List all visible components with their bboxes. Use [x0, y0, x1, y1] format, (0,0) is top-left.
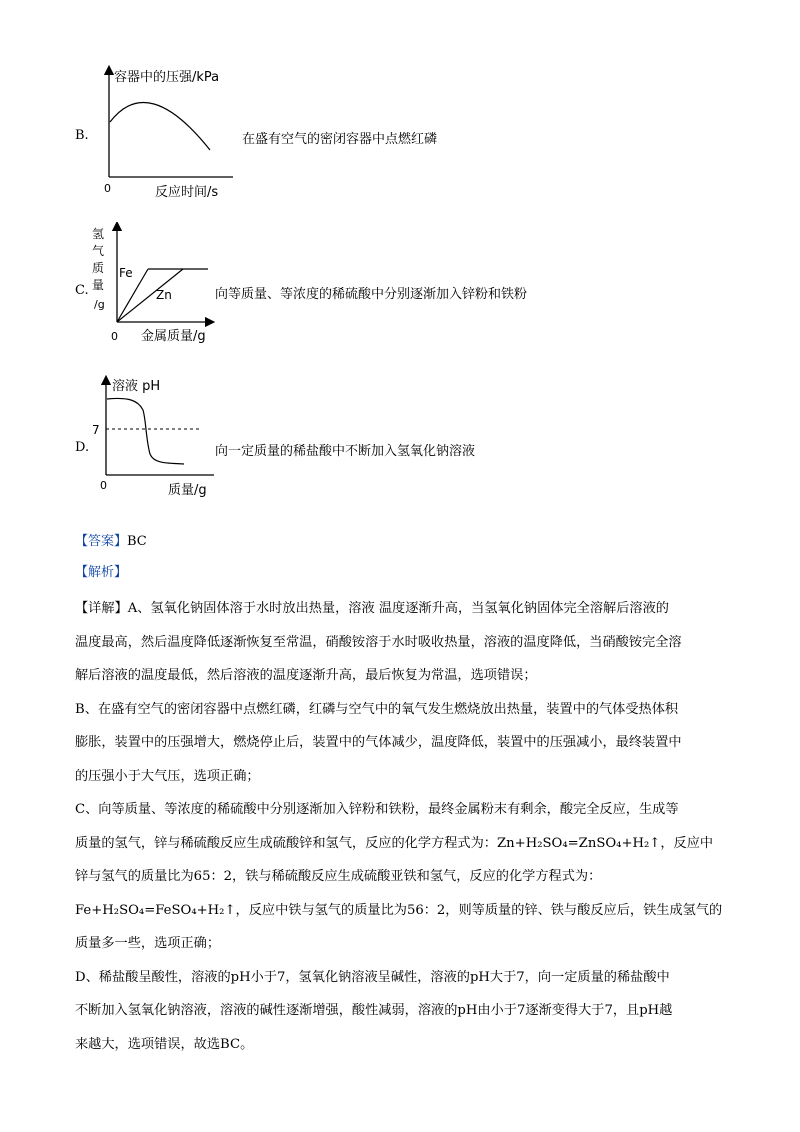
- answer-value: BC: [127, 534, 147, 549]
- option-b-graph: [98, 62, 248, 202]
- answer-label: 【答案】: [75, 534, 128, 549]
- x-axis-label: 质量/g: [168, 483, 207, 498]
- detail-line: Fe+H₂SO₄=FeSO₄+H₂↑，反应中铁与氢气的质量比为56：2，则等质量的锌、铁与酸反应后，铁生成氢气的: [75, 902, 723, 918]
- detail-line: 膨胀，装置中的压强增大，燃烧停止后，装置中的气体减少，温度降低，装置中的压强减小，最终装置中: [75, 735, 682, 750]
- option-c-letter: C.: [75, 283, 89, 298]
- ph-curve: [107, 398, 184, 464]
- detail-line: 不断加入氢氧化钠溶液，溶液的碱性逐渐增强，酸性减弱，溶液的pH由小于7逐渐变得大于7，且pH越: [75, 1003, 673, 1018]
- detail-line: 来越大，选项错误，故选BC。: [75, 1036, 254, 1052]
- origin-label: 0: [111, 330, 118, 343]
- y-axis-label-char: /g: [94, 298, 105, 311]
- origin-label: 0: [104, 182, 111, 195]
- y-axis-label-char: 量: [92, 278, 105, 292]
- answer-line: [75, 530, 147, 549]
- series-label-fe: Fe: [119, 266, 133, 280]
- detail-line: 质量的氢气，锌与稀硫酸反应生成硫酸锌和氢气，反应的化学方程式为：Zn+H₂SO₄=ZnSO₄+H₂↑，反应中: [75, 835, 714, 851]
- option-b-description: 在盛有空气的密闭容器中点燃红磷: [242, 132, 438, 147]
- option-c-graph: [88, 222, 218, 350]
- detail-line: 锌与氢气的质量比为65：2，铁与稀硫酸反应生成硫酸亚铁和氢气，反应的化学方程式为：: [75, 869, 602, 884]
- detail-line: 的压强小于大气压，选项正确；: [75, 768, 260, 784]
- y-axis-label-char: 气: [92, 244, 105, 258]
- ph7-tick-label: 7: [92, 423, 100, 437]
- origin-label: 0: [100, 479, 107, 492]
- detail-line: C、向等质量、等浓度的稀硫酸中分别逐渐加入锌粉和铁粉，最终金属粉末有剩余，酸完全反应，生成等: [75, 802, 679, 817]
- option-d-graph: [88, 372, 223, 504]
- x-axis-label: 反应时间/s: [155, 185, 219, 200]
- option-d-letter: D.: [75, 440, 90, 455]
- analysis-label: 【解析】: [75, 565, 128, 580]
- option-d-description: 向一定质量的稀盐酸中不断加入氢氧化钠溶液: [215, 444, 476, 459]
- detail-line: 解后溶液的温度最低，然后溶液的温度逐渐升高，最后恢复为常温，选项错误；: [75, 668, 537, 683]
- y-axis-label-char: 氢: [92, 227, 105, 241]
- y-axis-label: 容器中的压强/kPa: [114, 70, 220, 85]
- series-label-zn: Zn: [156, 288, 172, 302]
- x-axis-label: 金属质量/g: [141, 329, 206, 344]
- pressure-curve: [110, 102, 210, 150]
- detail-paragraph: [75, 592, 725, 1061]
- option-b-letter: B.: [75, 128, 89, 143]
- detail-line: B、在盛有空气的密闭容器中点燃红磷，红磷与空气中的氧气发生燃烧放出热量，装置中的气体受热体积: [75, 701, 679, 717]
- detail-line: 【详解】A、氢氧化钠固体溶于水时放出热量，溶液 温度逐渐升高，当氢氧化钠固体完全溶解后溶液的: [75, 601, 669, 616]
- detail-line: 温度最高，然后温度降低逐渐恢复至常温，硝酸铵溶于水时吸收热量，溶液的温度降低，当硝酸铵完全溶: [75, 634, 682, 650]
- detail-line: 质量多一些，选项正确；: [75, 936, 221, 951]
- y-axis-label-char: 质: [92, 261, 105, 275]
- y-axis-label: 溶液 pH: [112, 379, 161, 394]
- option-c-description: 向等质量、等浓度的稀硫酸中分别逐渐加入锌粉和铁粉: [215, 287, 528, 302]
- detail-line: D、稀盐酸呈酸性，溶液的pH小于7，氢氧化钠溶液呈碱性，溶液的pH大于7，向一定质量的稀盐酸中: [75, 969, 670, 985]
